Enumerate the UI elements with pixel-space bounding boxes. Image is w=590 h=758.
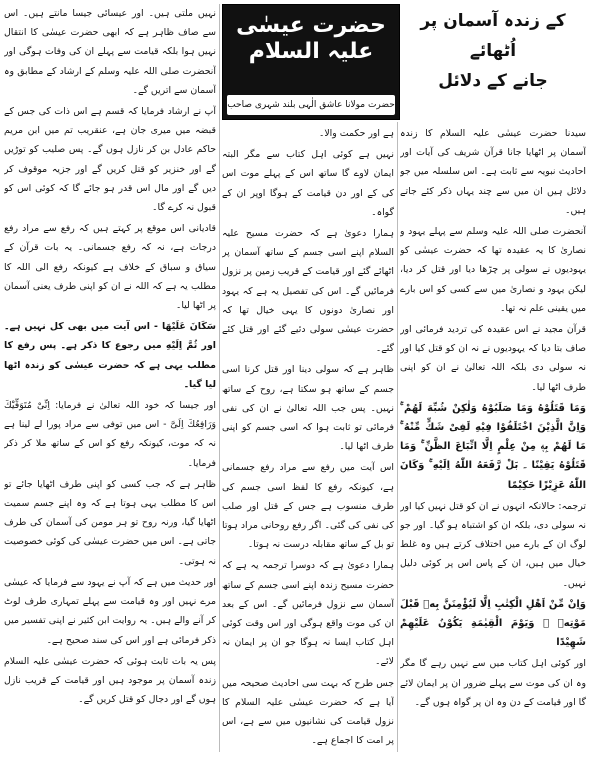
subtitle-line-1: کے زندہ آسمان پر اُٹھائے bbox=[420, 11, 566, 61]
paragraph: ظاہر ہے کہ سولی دینا اور قتل کرنا اسی جسم کے ساتھ ہو سکتا ہے، روح کے ساتھ نہیں۔ پس جب اللہ تعالیٰ نے ان کی نفی فرمائی تو ثابت ہوا کہ اسی جسم کو اپنی طرف اٹھا لیا۔ bbox=[222, 364, 394, 453]
paragraph: آنحضرت صلی اللہ علیہ وسلم سے پہلے یہود و نصاریٰ کا یہ عقیدہ تھا کہ حضرت عیسٰی کو یہودیوں نے سولی پر چڑھا دیا اور قتل کر دیا، لیکن یہود و نصاریٰ میں سے کسی کو اس بارے میں یقینی علم نہ تھا۔ bbox=[400, 226, 586, 314]
paragraph: جس طرح کہ بہت سی احادیث صحیحہ میں آیا ہے کہ حضرت عیسٰی علیہ السلام کا نزول قیامت کی نشانیوں میں سے ہے، اس پر امت کا اجماع ہے۔ bbox=[222, 677, 394, 747]
paragraph: اس آیت میں رفع سے مراد رفع جسمانی ہے، کیونکہ رفع کا لفظ اسی جسم کی طرف منسوب ہے جس کے قتل اور صلب کی نفی کی گئی۔ اگر رفع روحانی مراد ہوتا تو بل کے ساتھ مقابلہ درست نہ ہوتا۔ bbox=[222, 462, 394, 551]
author-credit: حضرت مولانا عاشق الٰہی بلند شہری صاحب bbox=[227, 95, 395, 115]
column-right bbox=[400, 124, 586, 752]
column-divider bbox=[219, 4, 220, 752]
paragraph: قادیانی اس موقع پر کہتے ہیں کہ رفع سے مراد رفع درجات ہے، نہ کہ رفع جسمانی۔ یہ بات قرآن کے سیاق و سباق کے خلاف ہے کیونکہ رفع الی اللہ کا مطلب یہ ہے کہ اللہ نے ان کو اپنی طرف یعنی آسمان پر اٹھا لیا۔ bbox=[4, 223, 216, 312]
column-middle bbox=[222, 124, 394, 752]
paragraph: ہے اور حکمت والا۔ bbox=[318, 128, 394, 139]
paragraph: نہیں ملتی ہیں۔ اور عیسائی جیسا مانتے ہیں۔ اس سے صاف ظاہر ہے کہ ابھی حضرت عیسٰی کا انتقال نہیں ہوا بلکہ قیامت سے پہلے ان کی وفات ہوگی اور آنحضرت صلی اللہ علیہ وسلم کے ارشاد کے مطابق وہ آسمان سے اتریں گے۔ bbox=[4, 8, 216, 96]
subtitle-line-2: جانے کے دلائل bbox=[438, 71, 548, 91]
column-left bbox=[4, 4, 216, 752]
paragraph: سَکَانَ عَلَیْهَا - اس آیت میں بھی کل نہیں ہے۔ اور ثُمَّ اِلَیْهِ میں رجوع کا ذکر ہے۔ پس رفع کا مطلب یہی ہے کہ حضرت عیسٰی کو زندہ اٹھا لیا گیا۔ bbox=[4, 321, 216, 390]
paragraph: نہیں ہے کوئی اہل کتاب سے مگر البتہ ایمان لاوے گا ساتھ اس کے پہلے موت اس کی کے اور دن قیامت کے ہوگا اوپر ان کے گواہ۔ bbox=[222, 149, 394, 218]
quran-verse: وَمَا قَتَلُوْهُ وَمَا صَلَبُوْهُ وَلٰكِنْ شُبِّهَ لَهُمْ ۚ وَاِنَّ الَّذِیْنَ اخْتَلَفُوْا فِیْهِ لَفِیْ شَكٍّ مِّنْهُ ۚ مَا لَهُمْ بِهٖ مِنْ عِلْمٍ اِلَّا اتِّبَاعَ الظَّنِّ ۚ وَمَا قَتَلُوْهُ یَقِیْنًا ۔ بَلْ رَّفَعَهُ اللّٰهُ اِلَیْهِ ۚ وَكَانَ اللّٰهُ عَزِیْزًا حَكِیْمًا bbox=[400, 402, 586, 491]
article-title bbox=[400, 6, 586, 116]
paragraph: قرآن مجید نے اس عقیدہ کی تردید فرمائی اور صاف بتا دیا کہ یہودیوں نے نہ ان کو قتل کیا اور نہ سولی دی بلکہ اللہ تعالیٰ نے ان کو اپنی طرف اٹھا لیا۔ bbox=[400, 324, 586, 393]
paragraph: اور حدیث میں ہے کہ آپ نے یہود سے فرمایا کہ عیسٰی مرے نہیں اور وہ قیامت سے پہلے تمہاری طرف لوٹ کر آنے والے ہیں۔ یہ روایت ابن کثیر نے اپنی تفسیر میں ذکر فرمائی ہے اور اس کی سند صحیح ہے۔ bbox=[4, 576, 216, 646]
column-divider bbox=[397, 122, 398, 752]
quran-verse: وَاِنْ مِّنْ اَهْلِ الْكِتٰبِ اِلَّا لَیُؤْمِنَنَّ بِهٖ قَبْلَ مَوْتِهٖ ۚ وَیَوْمَ الْقِیٰمَةِ یَكُوْنُ عَلَیْهِمْ شَهِیْدًا bbox=[400, 598, 586, 649]
paragraph: ظاہر ہے کہ جب کسی کو اپنی طرف اٹھایا جائے تو اس کا مطلب یہی ہوتا ہے کہ وہ اپنے جسم سمیت اٹھایا گیا، ورنہ روح تو ہر مومن کی آسمان کی طرف جاتی ہے۔ اس میں حضرت عیسٰی کی کوئی خصوصیت نہ ہوتی۔ bbox=[4, 478, 216, 567]
paragraph: ہمارا دعویٰ ہے کہ حضرت مسیح علیہ السلام اپنے اسی جسم کے ساتھ آسمان پر اٹھائے گئے اور قیامت کے قریب زمین پر نزول فرمائیں گے۔ اس کی تفصیل یہ ہے کہ یہود اور نصاریٰ دونوں کا یہی خیال تھا کہ حضرت عیسٰی سولی دئیے گئے اور قتل کئے گئے۔ bbox=[222, 228, 394, 355]
paragraph: آپ نے ارشاد فرمایا کہ قسم ہے اس ذات کی جس کے قبضہ میں میری جان ہے، عنقریب تم میں ابن مریم حاکم عادل بن کر نازل ہوں گے۔ پس صلیب کو توڑیں گے اور خنزیر کو قتل کریں گے اور جزیہ موقوف کر دیں گے اور مال اس قدر ہو جائے گا کہ کوئی اس کو قبول نہ کرے گا۔ bbox=[4, 106, 216, 214]
banner-title: حضرت عیسٰی علیہ السلام bbox=[236, 13, 386, 64]
paragraph: ہمارا دعویٰ ہے کہ دوسرا ترجمہ یہ ہے کہ حضرت مسیح زندہ اپنے اسی جسم کے ساتھ آسمان سے نزول فرمائیں گے۔ اس کے بعد ان کی موت واقع ہوگی اور اس وقت کوئی اہل کتاب ایسا نہ ہوگا جو ان پر ایمان نہ لائے۔ bbox=[222, 560, 394, 668]
paragraph: ترجمہ: حالانکہ انہوں نے ان کو قتل نہیں کیا اور نہ سولی دی، بلکہ ان کو اشتباہ ہو گیا۔ اور جو لوگ ان کے بارے میں اختلاف کرتے ہیں وہ غلط خیال میں ہیں، ان کے پاس اس پر کوئی دلیل نہیں۔ bbox=[400, 500, 586, 589]
paragraph: سیدنا حضرت عیسٰی علیہ السلام کا زندہ آسمان پر اٹھایا جانا قرآن شریف کی آیات اور احادیث نبویہ سے ثابت ہے۔ اس سلسلہ میں جو دلائل ہیں ان میں سے چند یہاں ذکر کئے جاتے ہیں۔ bbox=[400, 128, 586, 216]
title-banner bbox=[222, 4, 400, 120]
paragraph: پس یہ بات ثابت ہوئی کہ حضرت عیسٰی علیہ السلام زندہ آسمان پر موجود ہیں اور قیامت کے قریب نازل ہوں گے اور دجال کو قتل کریں گے۔ bbox=[4, 655, 216, 706]
paragraph: اور کوئی اہل کتاب میں سے نہیں رہے گا مگر وہ ان کی موت سے پہلے ضرور ان پر ایمان لائے گا اور قیامت کے دن وہ ان پر گواہ ہوں گے۔ bbox=[400, 658, 586, 708]
paragraph: اور جیسا کہ خود اللہ تعالیٰ نے فرمایا: اِنِّیْ مُتَوَفِّیْكَ وَرَافِعُكَ اِلَیَّ - اس میں توفی سے مراد پورا لے لینا ہے نہ کہ موت، کیونکہ رفع کو اس کے ساتھ ملا کر ذکر فرمایا۔ bbox=[4, 400, 216, 469]
